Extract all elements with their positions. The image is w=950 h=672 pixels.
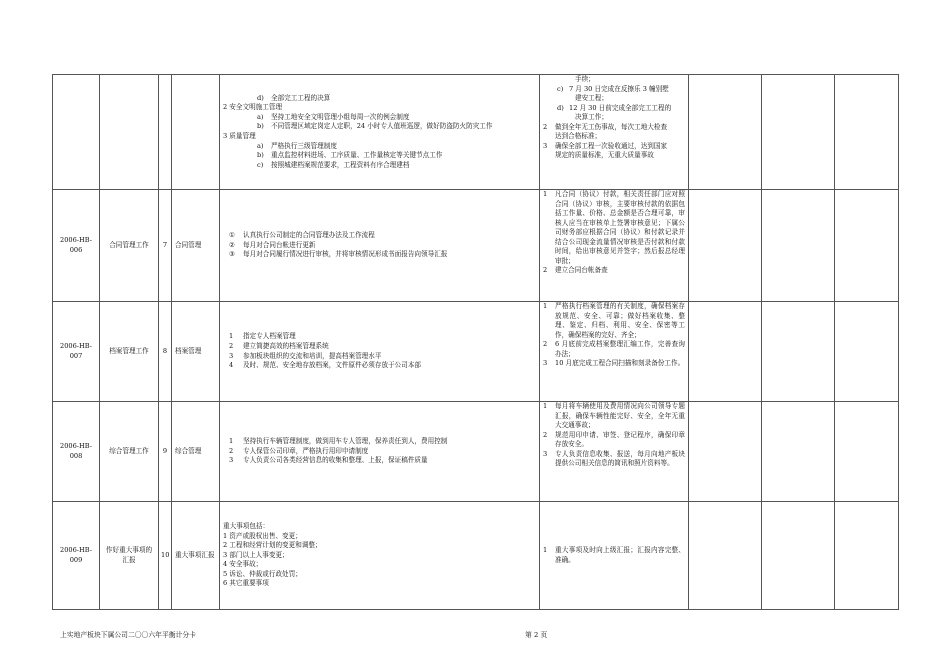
standard-marker: c)	[557, 84, 564, 93]
cell-blank-1	[689, 502, 762, 610]
table-row	[53, 502, 899, 610]
cell-blank-3	[835, 502, 899, 610]
cell-id: 2006-HB-006	[53, 190, 100, 302]
standard-marker: 1	[543, 402, 548, 410]
cell-blank-2	[762, 190, 835, 302]
standard-line	[543, 450, 685, 469]
standard-marker: 1	[543, 190, 548, 198]
standard-line	[543, 359, 685, 369]
cell-blank-3	[835, 402, 899, 502]
table-row	[53, 302, 899, 402]
standard-marker: 2	[543, 340, 548, 349]
measure-line	[223, 532, 536, 542]
footer-page-number: 第 2 页	[525, 631, 548, 639]
measure-marker: 1	[229, 332, 234, 341]
measure-text: 1 资产或股权出售、变更；	[223, 531, 302, 540]
measure-marker: ②	[229, 240, 235, 249]
cell-blank-3	[835, 302, 899, 402]
cell-num: 7	[159, 190, 172, 302]
cell-num: 10	[159, 502, 172, 610]
standard-line	[543, 113, 685, 123]
measure-text: 6 其它重要事项	[223, 579, 269, 588]
measure-line	[223, 541, 536, 551]
cell-item	[172, 75, 220, 190]
table-row	[53, 190, 899, 302]
cell-item: 档案管理	[172, 302, 220, 402]
cell-id: 2006-HB-008	[53, 402, 100, 502]
scorecard-table	[52, 74, 899, 610]
standard-text: 做到全年无工伤事故，每次工地大检查	[555, 122, 668, 131]
measure-line	[223, 151, 536, 161]
measure-line	[223, 122, 536, 132]
standard-marker: 2	[543, 266, 548, 275]
measure-marker: ①	[229, 231, 235, 240]
standard-text: 重大事项及时向上级汇报；汇报内容完整、准确。	[555, 545, 685, 564]
standard-line	[543, 546, 685, 565]
standard-line	[543, 132, 685, 142]
cell-num	[159, 75, 172, 190]
measure-line	[223, 103, 536, 113]
cell-name: 综合管理工作	[100, 402, 159, 502]
cell-standards	[540, 75, 689, 190]
measure-marker: 2	[229, 341, 234, 350]
standard-marker: 2	[543, 122, 548, 131]
cell-blank-2	[762, 75, 835, 190]
cell-blank-1	[689, 302, 762, 402]
measure-text: 严格执行三级管理制度	[271, 141, 337, 150]
measure-text: 3 质量管理	[223, 132, 256, 140]
cell-blank-1	[689, 402, 762, 502]
measure-marker: b)	[257, 122, 264, 131]
measure-text: 坚持执行车辆管理制度，做到用车专人管理，保养责任到人，费用控制	[243, 437, 448, 446]
standard-text: 10 月底完成工程合同扫描和刻录备份工作。	[555, 359, 685, 368]
measure-line	[223, 560, 536, 570]
standard-marker: 3	[543, 359, 548, 368]
standard-line	[543, 85, 685, 95]
measure-text: 认真执行公司制定的合同管理办法及工作流程	[243, 231, 375, 240]
cell-measures	[220, 502, 540, 610]
measure-text: 参加板块组织的交流和培训，提高档案管理水平	[243, 351, 382, 360]
cell-standards	[540, 190, 689, 302]
measure-line	[223, 231, 536, 241]
measure-marker: a)	[257, 141, 264, 150]
standard-text: 每月将车辆使用及费用情况向公司领导专题汇报，确保车辆性能完好、安全，全年无重大交通事故；	[555, 402, 685, 430]
table-row-continued	[53, 75, 899, 190]
measure-line	[223, 94, 536, 104]
standard-marker: 3	[543, 449, 548, 458]
measure-text: 全部完工工程的决算	[271, 93, 331, 102]
cell-id	[53, 75, 100, 190]
standard-marker: 2	[543, 430, 548, 439]
standard-text: 规定的质量标准，无重大质量事故	[555, 151, 654, 160]
standard-text: 确保全部工程一次验收通过，达到国家	[555, 141, 668, 150]
measure-marker: b)	[257, 151, 264, 160]
cell-standards	[540, 302, 689, 402]
measure-line	[223, 142, 536, 152]
cell-blank-1	[689, 190, 762, 302]
cell-measures	[220, 402, 540, 502]
measure-text: 3 部门以上人事变更；	[223, 550, 289, 559]
measure-marker: 4	[229, 361, 234, 370]
measure-text: 及时、规范、安全地存放档案，文件原件必须存放于公司本部	[243, 361, 422, 370]
cell-blank-3	[835, 190, 899, 302]
cell-standards	[540, 402, 689, 502]
standard-text: 严格执行档案管理的有关制度，确保档案存放规范、安全、可靠；做好档案收集、整理、鉴定、归档、利用、安全、保密等工作，确保档案的完好、齐全；	[555, 302, 685, 339]
standard-line	[543, 431, 685, 450]
measure-line	[223, 551, 536, 561]
cell-blank-1	[689, 75, 762, 190]
cell-blank-2	[762, 402, 835, 502]
measure-line	[223, 161, 536, 171]
cell-id: 2006-HB-009	[53, 502, 100, 610]
standard-line	[543, 75, 685, 85]
cell-num: 9	[159, 402, 172, 502]
measure-line	[223, 132, 536, 142]
cell-standards	[540, 502, 689, 610]
standard-text: 凡合同（协议）付款，相关责任部门应对照合同（协议）审核，主要审核付款的依据包括工作量、价格、总金额是否合理可靠，审核人应当在审核单上签署审核意见；下属公司财务部应根据合同（协议）和付款记录并结合公司现金流量情况审核是否付款和付款时间，给出审核意见并签字；然后报总经理审批；	[555, 190, 685, 265]
standard-text: 12 月 30 日前完成全部完工工程的	[569, 103, 672, 112]
measure-marker: c)	[257, 160, 264, 169]
standard-line	[543, 123, 685, 133]
measure-text: 不同管理区域定岗定人定职，24 小时专人值班巡逻，做好防盗防火防灾工作	[271, 122, 493, 131]
footer-title: 上实地产板块下属公司二〇〇六年平衡计分卡	[60, 631, 196, 639]
cell-id: 2006-HB-007	[53, 302, 100, 402]
standard-line	[543, 142, 685, 152]
measure-text: 每月对合同台帐进行更新	[243, 240, 316, 249]
standard-line	[543, 151, 685, 161]
cell-blank-2	[762, 302, 835, 402]
measure-line	[223, 342, 536, 352]
measure-text: 4 安全事故；	[223, 560, 263, 569]
measure-text: 按照城建档案规范要求，工程资料有序合理建档	[271, 160, 410, 169]
standard-text: 7 月 30 日完成在反擦乐 3 幢别墅	[569, 84, 669, 93]
standard-marker: 3	[543, 141, 548, 150]
standard-text: 建立合同台帐备查	[555, 266, 608, 275]
measure-marker: ③	[229, 250, 235, 259]
measure-text: 每月对合同履行情况进行审核，并将审核情况形成书面报告向领导汇报	[243, 250, 448, 259]
standard-line	[543, 302, 685, 340]
cell-item: 综合管理	[172, 402, 220, 502]
measure-line	[223, 113, 536, 123]
measure-line	[223, 241, 536, 251]
cell-blank-2	[762, 502, 835, 610]
standard-text: 决算工作；	[575, 113, 608, 122]
measure-line	[223, 437, 536, 447]
measure-line	[223, 579, 536, 589]
measure-marker: 3	[229, 456, 234, 465]
cell-name	[100, 75, 159, 190]
standard-line	[543, 104, 685, 114]
measure-text: 建立简捷高效的档案管理系统	[243, 341, 329, 350]
measure-text: 专人保管公司印章，严格执行用印申请制度	[243, 446, 369, 455]
measure-marker: 1	[229, 437, 234, 446]
cell-measures	[220, 190, 540, 302]
measure-line	[223, 332, 536, 342]
standard-marker: d)	[557, 103, 564, 112]
cell-num: 8	[159, 302, 172, 402]
table-row	[53, 402, 899, 502]
standard-text: 专人负责信息收集、报送，每月向地产板块提供公司相关信息的简讯和照片资料等。	[555, 449, 685, 468]
standard-line	[543, 340, 685, 359]
measure-text: 5 诉讼、仲裁或行政处罚；	[223, 569, 302, 578]
cell-name: 合同管理工作	[100, 190, 159, 302]
standard-text: 6 月底前完成档案整理汇编工作，完善查询办法；	[555, 340, 685, 358]
measure-line	[223, 352, 536, 362]
measure-text: 指定专人档案管理	[243, 332, 296, 341]
standard-text: 达到合格标准；	[555, 132, 602, 141]
measure-line	[223, 361, 536, 371]
cell-name: 作好重大事项的汇报	[100, 502, 159, 610]
cell-blank-3	[835, 75, 899, 190]
standard-line	[543, 266, 685, 276]
cell-item: 重大事项汇报	[172, 502, 220, 610]
standard-line	[543, 402, 685, 431]
measure-text: 重点监控材料进场、工序质量、工作量核定等关键节点工作	[271, 151, 443, 160]
measure-line	[223, 522, 536, 532]
measure-text: 2 工程和经营计划的变更和调整；	[223, 541, 322, 550]
standard-marker: 1	[543, 545, 548, 554]
measure-text: 重大事项包括：	[223, 522, 270, 531]
measure-marker: a)	[257, 112, 264, 121]
standard-line	[543, 190, 685, 266]
measure-line	[223, 250, 536, 260]
measure-text: 2 安全文明施工管理	[223, 103, 283, 112]
standard-marker: 1	[543, 302, 548, 310]
measure-marker: d)	[257, 93, 264, 102]
cell-measures	[220, 75, 540, 190]
measure-line	[223, 570, 536, 580]
cell-measures	[220, 302, 540, 402]
standard-text: 手续；	[575, 75, 595, 83]
measure-text: 坚持工地安全文明管理小组每周一次的例会制度	[271, 112, 410, 121]
measure-marker: 3	[229, 351, 234, 360]
measure-marker: 2	[229, 446, 234, 455]
measure-line	[223, 456, 536, 466]
standard-text: 规范用印申请、审签、登记程序，确保印章存放安全。	[555, 430, 685, 449]
standard-line	[543, 94, 685, 104]
measure-line	[223, 447, 536, 457]
standard-text: 建安工程；	[575, 94, 608, 103]
measure-text: 专人负责公司各类经营信息的收集和整理、上报，保证稿件质量	[243, 456, 428, 465]
cell-name: 档案管理工作	[100, 302, 159, 402]
cell-item: 合同管理	[172, 190, 220, 302]
